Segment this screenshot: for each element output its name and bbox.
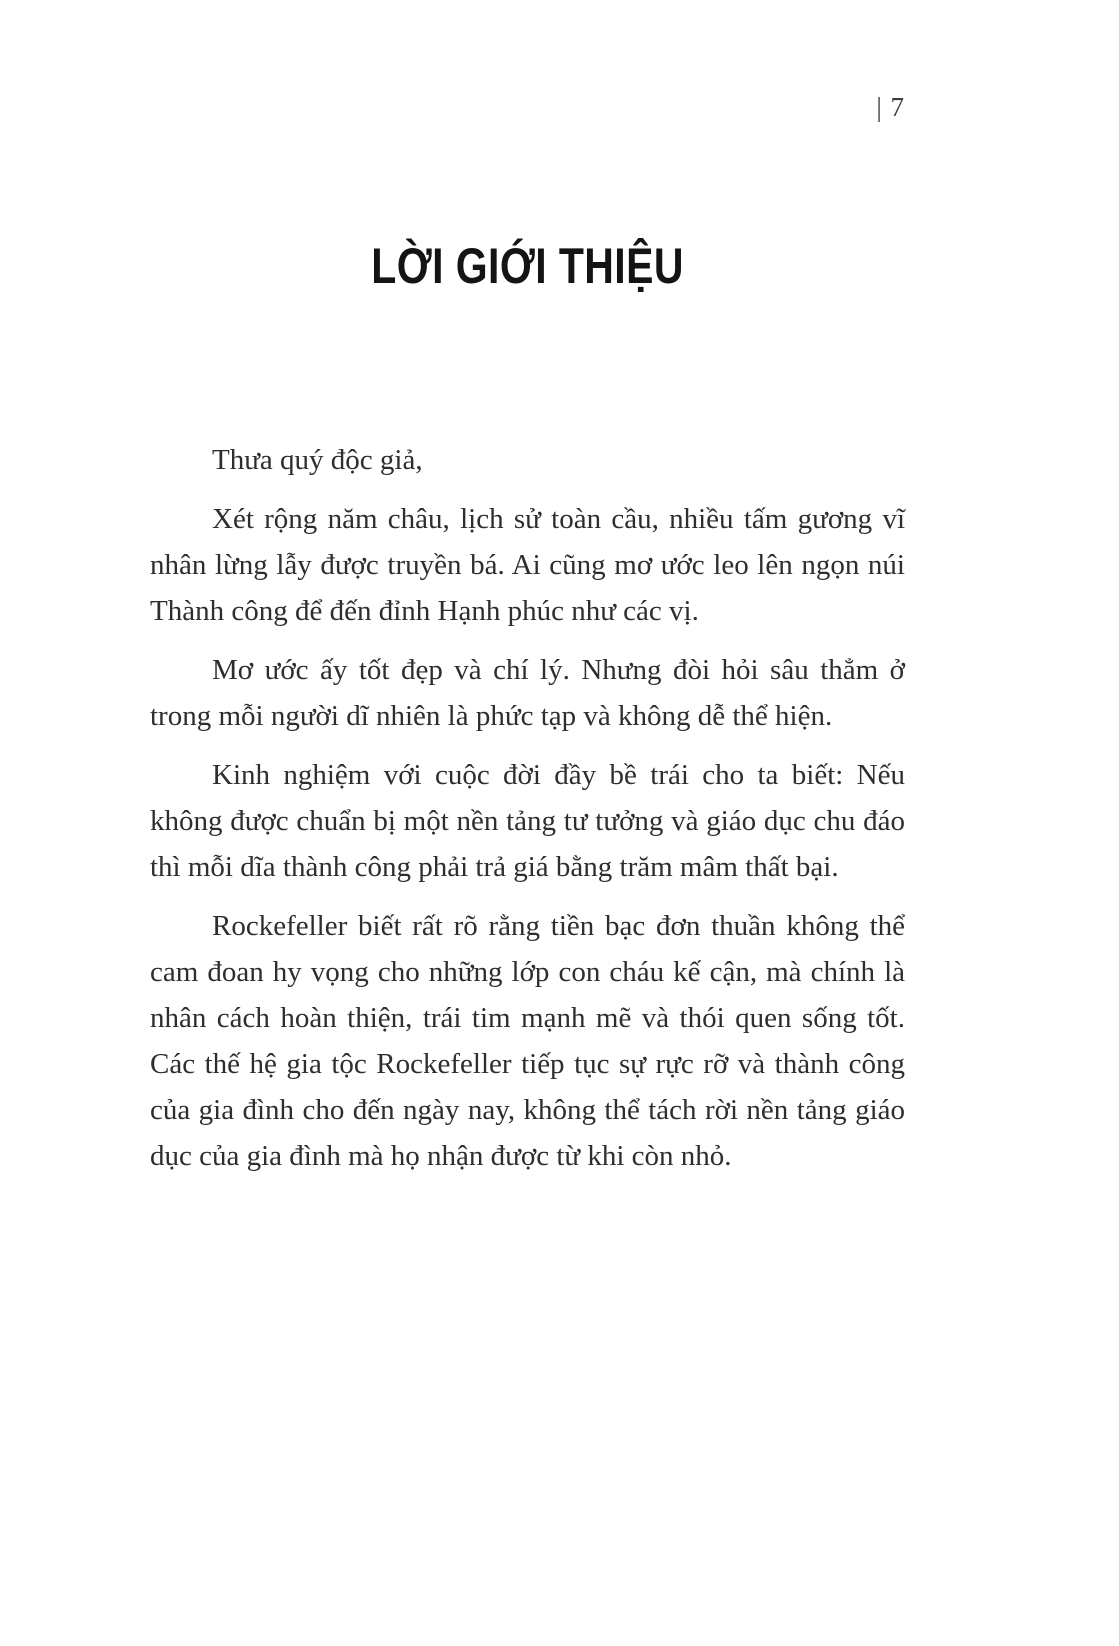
chapter-title	[150, 238, 905, 294]
body-text	[150, 437, 905, 1179]
paragraph: Kinh nghiệm với cuộc đời đầy bề trái cho ta biết: Nếu không được chuẩn bị một nền tảng tư tưởng và giáo dục chu đáo thì mỗi dĩa thành công phải trả giá bằng trăm mâm thất bại.	[150, 759, 905, 883]
page-number: | 7	[876, 92, 905, 122]
paragraph: Xét rộng năm châu, lịch sử toàn cầu, nhiều tấm gương vĩ nhân lừng lẫy được truyền bá. Ai cũng mơ ước leo lên ngọn núi Thành công để đến đỉnh Hạnh phúc như các vị.	[150, 503, 905, 627]
paragraph: Mơ ước ấy tốt đẹp và chí lý. Nhưng đòi hỏi sâu thẳm ở trong mỗi người dĩ nhiên là phức tạp và không dễ thể hiện.	[150, 654, 905, 732]
paragraph-salutation: Thưa quý độc giả,	[212, 444, 423, 476]
paragraph: Rockefeller biết rất rõ rằng tiền bạc đơn thuần không thể cam đoan hy vọng cho những lớp con cháu kế cận, mà chính là nhân cách hoàn thiện, trái tim mạnh mẽ và thói quen sống tốt. Các thế hệ gia tộc Rockefeller tiếp tục sự rực rỡ và thành công của gia đình cho đến ngày nay, không thể tách rời nền tảng giáo dục của gia đình mà họ nhận được từ khi còn nhỏ.	[150, 910, 905, 1172]
chapter-title-text: LỜI GIỚI THIỆU	[371, 238, 684, 294]
